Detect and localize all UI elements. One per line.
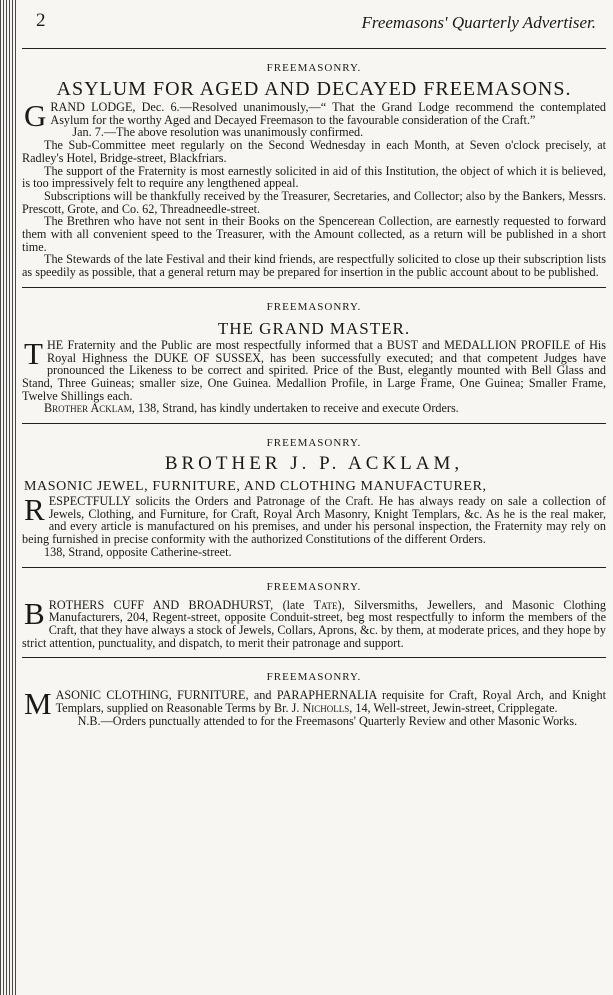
ad-paragraph: 138, Strand, opposite Catherine-street. <box>44 544 232 559</box>
ad-title: ASYLUM FOR AGED AND DECAYED FREEMASONS. <box>56 78 572 100</box>
drop-cap: T <box>24 335 43 371</box>
divider <box>22 423 606 424</box>
ad-paragraph: Jan. 7.—The above resolution was unanimously confirmed. <box>72 125 364 140</box>
ad-text: ), Silversmiths, Jewellers, and Masonic Clothing Manufacturers, 204, Regent-street, opposite Conduit-street, beg most respectfully to inform the members of the Craft, that they have always a stock of Jewels, Collars, Aprons, &c. by them, at moderate prices, and they hope by strict attention, punctuality, and dispatch, to merit their patronage and support. <box>22 597 606 650</box>
ad-paragraph: The Sub-Committee meet regularly on the Second Wednesday in each Month, at Seven o'clock precisely, at Radley's Hotel, Bridge-street, Blackfriars. <box>22 138 606 165</box>
ad-name: J. Nicholls, <box>291 701 353 716</box>
ad-text: ASONIC CLOTHING, FURNITURE, and PARAPHERNALIA requisite for Craft, Royal Arch, and Knight Templars, supplied on Reasonable Terms by Br. <box>55 688 606 716</box>
divider <box>22 567 606 568</box>
ad-paragraph: The support of the Fraternity is most earnestly solicited in aid of this Institution, the object of which it is believed, is too impressively felt to require any lengthened appeal. <box>22 163 606 191</box>
drop-cap: G <box>24 98 47 133</box>
drop-cap: R <box>24 492 45 528</box>
divider <box>22 657 606 658</box>
ad-name: Tate <box>313 597 338 612</box>
ad-text: ROTHERS CUFF AND BROADHURST, (late <box>48 597 314 612</box>
ad-kicker: FREEMASONRY. <box>266 300 362 313</box>
ad-kicker: FREEMASONRY. <box>266 580 362 593</box>
running-title: Freemasons' Quarterly Advertiser. <box>361 13 596 32</box>
ad-paragraph: N.B.—Orders punctually attended to for the Freemasons' Quarterly Review and other Masonic Works. <box>77 713 578 728</box>
divider <box>22 287 606 288</box>
ad-name: Brother Acklam, <box>44 401 135 416</box>
ad-paragraph <box>22 402 606 415</box>
ad-text: HE Fraternity and the Public are most respectfully informed that a BUST and MEDALLION PROFILE of His Royal Highness the DUKE OF SUSSEX, has been successfully executed; and that competent Judges have pronounced the Likeness to be correct and spirited. Price of the Bust, elegantly mounted with Bell Glass and Stand, Three Guineas; smaller size, One Guinea. Medallion Profile, in Large Frame, One Guinea; Smaller Frame, Twelve Shillings each. <box>22 337 606 403</box>
page-header <box>22 0 606 49</box>
ad-acklam <box>22 437 606 568</box>
ad-subheading: MASONIC JEWEL, FURNITURE, AND CLOTHING MANUFACTURER, <box>24 479 487 495</box>
ad-kicker: FREEMASONRY. <box>266 671 362 684</box>
ad-kicker: FREEMASONRY. <box>266 62 362 74</box>
ad-cuff-broadhurst <box>22 581 606 659</box>
page <box>22 0 606 728</box>
ad-masonic-clothing <box>22 671 606 727</box>
ad-grand-master <box>22 301 606 424</box>
ad-paragraph <box>22 595 606 650</box>
ad-paragraph <box>22 335 606 403</box>
drop-cap: B <box>24 595 45 631</box>
ad-paragraph: The Brethren who have not sent in their Books on the Spencerean Collection, are earnestly requested to forward them with all convenient speed to the Treasurer, with the Amount collected, as a return will be published in a short time. <box>22 214 606 254</box>
ad-paragraph <box>22 492 606 547</box>
ad-title: THE GRAND MASTER. <box>217 318 411 338</box>
ad-kicker: FREEMASONRY. <box>266 437 362 450</box>
ad-paragraph: The Stewards of the late Festival and their kind friends, are respectfully solicited to close up their subscription lists as speedily as possible, that a general return may be prepared for insertion in the public account about to be published. <box>22 252 606 280</box>
ad-text: RAND LODGE, Dec. 6.—Resolved unanimously,—“ That the Grand Lodge recommend the contemplated Asylum for the worthy Aged and Decayed Freemason to the favourable consideration of the Craft.” <box>50 100 606 127</box>
drop-cap: M <box>24 686 52 722</box>
book-spine <box>0 0 17 995</box>
page-number: 2 <box>36 10 46 31</box>
ad-title: BROTHER J. P. ACKLAM, <box>164 453 464 475</box>
ad-asylum <box>22 62 606 288</box>
ad-text: 138, Strand, has kindly undertaken to receive and execute Orders. <box>134 401 459 416</box>
ad-paragraph: Subscriptions will be thankfully received by the Treasurer, Secretaries, and Collector; also by the Bankers, Messrs. Prescott, Grote, and Co. 62, Threadneedle-street. <box>22 188 606 216</box>
ad-text: 14, Well-street, Jewin-street, Cripplegate. <box>352 701 558 716</box>
ad-text: ESPECTFULLY solicits the Orders and Patronage of the Craft. He has always ready on sale a collection of Jewels, Clothing, and Furniture, for Craft, Royal Arch Masonry, Knight Templars, &c. As he is the real maker, and every article is manufactured on his premises, and under his personal inspection, the Fraternity may rely on being furnished in precise conformity with the authorized Constitutions of the different Orders. <box>22 494 606 547</box>
